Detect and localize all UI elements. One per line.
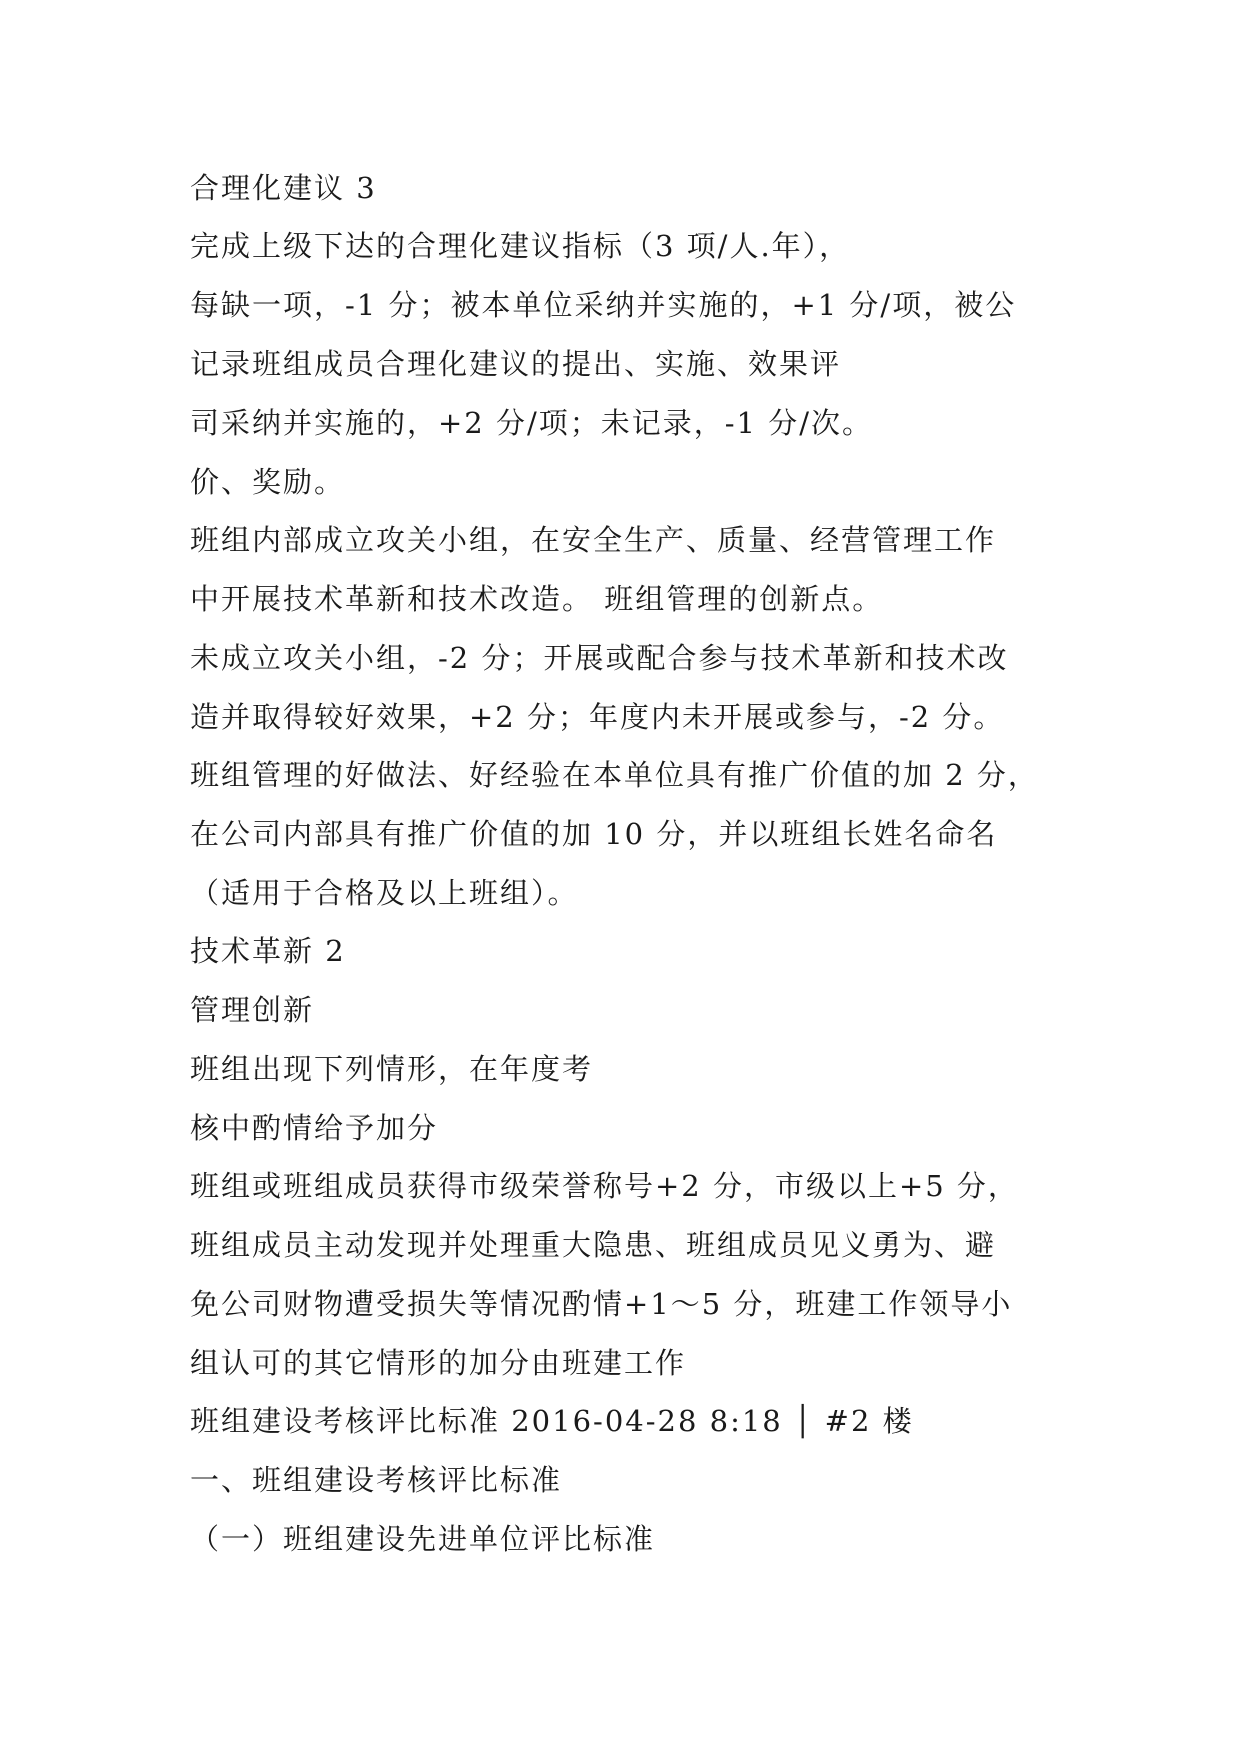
text-line: 班组出现下列情形，在年度考 bbox=[190, 1052, 594, 1086]
text-line: 班组成员主动发现并处理重大隐患、班组成员见义勇为、避 bbox=[190, 1228, 997, 1262]
text-line: 未成立攻关小组，-2 分；开展或配合参与技术革新和技术改 bbox=[190, 641, 1009, 675]
text-line: 班组管理的好做法、好经验在本单位具有推广价值的加 2 分， bbox=[190, 758, 1039, 792]
text-line: （一）班组建设先进单位评比标准 bbox=[190, 1522, 656, 1556]
text-line: 班组建设考核评比标准 2016-04-28 8:18 │ #2 楼 bbox=[190, 1404, 914, 1438]
text-line: 核中酌情给予加分 bbox=[190, 1111, 439, 1145]
text-line: 班组或班组成员获得市级荣誉称号+2 分，市级以上+5 分， bbox=[190, 1169, 1019, 1203]
text-line: 技术革新 2 bbox=[190, 934, 346, 968]
text-line: 造并取得较好效果，+2 分；年度内未开展或参与，-2 分。 bbox=[190, 700, 1005, 734]
text-line: 价、奖励。 bbox=[190, 465, 346, 499]
text-line: 司采纳并实施的，+2 分/项；未记录，-1 分/次。 bbox=[190, 406, 873, 440]
text-line: 记录班组成员合理化建议的提出、实施、效果评 bbox=[190, 347, 842, 381]
text-line: 合理化建议 3 bbox=[190, 171, 377, 205]
text-line: （适用于合格及以上班组）。 bbox=[190, 876, 579, 910]
text-line: 一、班组建设考核评比标准 bbox=[190, 1463, 563, 1497]
text-line: 班组内部成立攻关小组，在安全生产、质量、经营管理工作 bbox=[190, 523, 997, 557]
text-line: 完成上级下达的合理化建议指标（3 项/人.年）， bbox=[190, 229, 851, 263]
text-line: 在公司内部具有推广价值的加 10 分，并以班组长姓名命名 bbox=[190, 817, 998, 851]
text-line: 每缺一项，-1 分；被本单位采纳并实施的，+1 分/项，被公 bbox=[190, 288, 1017, 322]
text-line: 免公司财物遭受损失等情况酌情+1～5 分，班建工作领导小 bbox=[190, 1287, 1013, 1321]
text-line: 组认可的其它情形的加分由班建工作 bbox=[190, 1346, 687, 1380]
text-line: 中开展技术革新和技术改造。 班组管理的创新点。 bbox=[190, 582, 884, 616]
text-line: 管理创新 bbox=[190, 993, 315, 1027]
